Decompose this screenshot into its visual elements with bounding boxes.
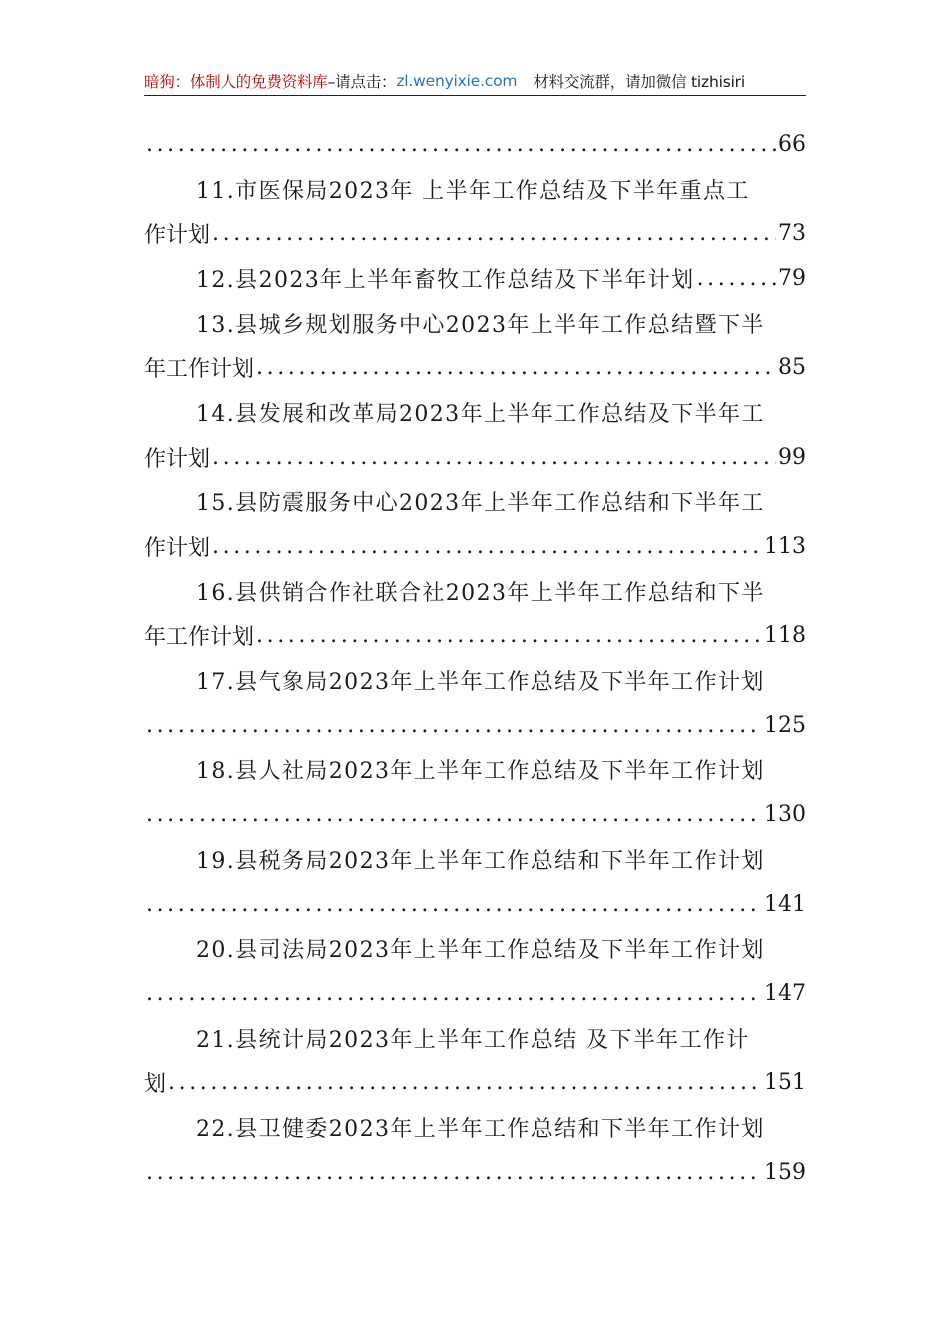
dot-leader <box>146 981 762 1006</box>
toc-page-number: 99 <box>778 444 806 470</box>
toc-entry-title[interactable]: 17.县气象局2023年上半年工作总结及下半年工作计划 <box>196 670 765 696</box>
toc-entry-title[interactable]: 19.县税务局2023年上半年工作总结和下半年工作计划 <box>196 848 765 874</box>
toc-entry-tail[interactable]: 作计划 ..... 113 <box>144 524 806 569</box>
header-brand: 暗狗：体制人的免费资料库 <box>144 72 328 91</box>
toc-page-number: 113 <box>764 534 806 560</box>
table-of-contents <box>144 122 806 1195</box>
toc-entry-tail[interactable]: 作计划 ..... 73 <box>144 211 806 256</box>
dot-leader <box>212 221 776 246</box>
dot-leader <box>146 713 762 738</box>
toc-continuation-line <box>144 122 806 167</box>
toc-page-number: 151 <box>764 1070 806 1096</box>
toc-entry-tail[interactable]: 年工作计划 ..... 118 <box>144 614 806 659</box>
toc-page-number: 141 <box>764 891 806 917</box>
toc-page-number: 159 <box>764 1159 806 1185</box>
dot-leader <box>212 445 776 470</box>
toc-entry-tail[interactable]: 年工作计划 ..... 85 <box>144 345 806 390</box>
toc-page-number: 73 <box>778 221 806 247</box>
header-prompt: –请点击： <box>327 72 397 91</box>
dot-leader <box>168 1070 762 1095</box>
toc-page-number: 85 <box>778 355 806 381</box>
dot-leader <box>146 132 776 157</box>
toc-entry-tail[interactable]: 作计划 ..... 99 <box>144 435 806 480</box>
toc-entry-tail[interactable] <box>144 971 806 1016</box>
toc-entry-title[interactable]: 13.县城乡规划服务中心2023年上半年工作总结暨下半 <box>196 312 765 338</box>
toc-page-number: 118 <box>764 623 806 649</box>
dot-leader <box>146 1160 762 1185</box>
toc-entry-tail[interactable] <box>144 882 806 927</box>
dot-leader <box>146 802 762 827</box>
page-header <box>144 66 806 96</box>
toc-entry-title[interactable]: 21.县统计局2023年上半年工作总结 及下半年工作计 <box>196 1027 750 1053</box>
toc-page-number: 147 <box>764 980 806 1006</box>
toc-entry-title[interactable]: 22.县卫健委2023年上半年工作总结和下半年工作计划 <box>196 1116 765 1142</box>
dot-leader <box>697 266 776 291</box>
dot-leader <box>146 892 762 917</box>
dot-leader <box>212 534 762 559</box>
toc-entry[interactable]: 12.县2023年上半年畜牧工作总结及下半年计划 ..... 79 <box>144 256 806 301</box>
toc-page-number: 130 <box>764 802 806 828</box>
toc-entry-tail[interactable] <box>144 1150 806 1195</box>
toc-page-number: 79 <box>778 265 806 291</box>
toc-page-number: 125 <box>764 712 806 738</box>
toc-entry-title[interactable]: 14.县发展和改革局2023年上半年工作总结及下半年工 <box>196 401 765 427</box>
toc-entry-tail[interactable] <box>144 792 806 837</box>
toc-entry-tail[interactable] <box>144 703 806 748</box>
toc-entry-tail[interactable]: 划 ..... 151 <box>144 1060 806 1105</box>
toc-entry-title[interactable]: 16.县供销合作社联合社2023年上半年工作总结和下半 <box>196 580 765 606</box>
toc-page-number: 66 <box>778 131 806 157</box>
toc-entry-title[interactable]: 18.县人社局2023年上半年工作总结及下半年工作计划 <box>196 759 765 785</box>
dot-leader <box>256 623 762 648</box>
toc-entry-title[interactable]: 20.县司法局2023年上半年工作总结及下半年工作计划 <box>196 938 765 964</box>
toc-entry-title[interactable]: 11.市医保局2023年 上半年工作总结及下半年重点工 <box>196 178 750 204</box>
dot-leader <box>256 355 776 380</box>
header-contact: 材料交流群，请加微信 tizhisiri <box>533 72 745 91</box>
header-url-link[interactable]: zl.wenyixie.com <box>396 71 518 90</box>
toc-entry-title[interactable]: 15.县防震服务中心2023年上半年工作总结和下半年工 <box>196 491 765 517</box>
